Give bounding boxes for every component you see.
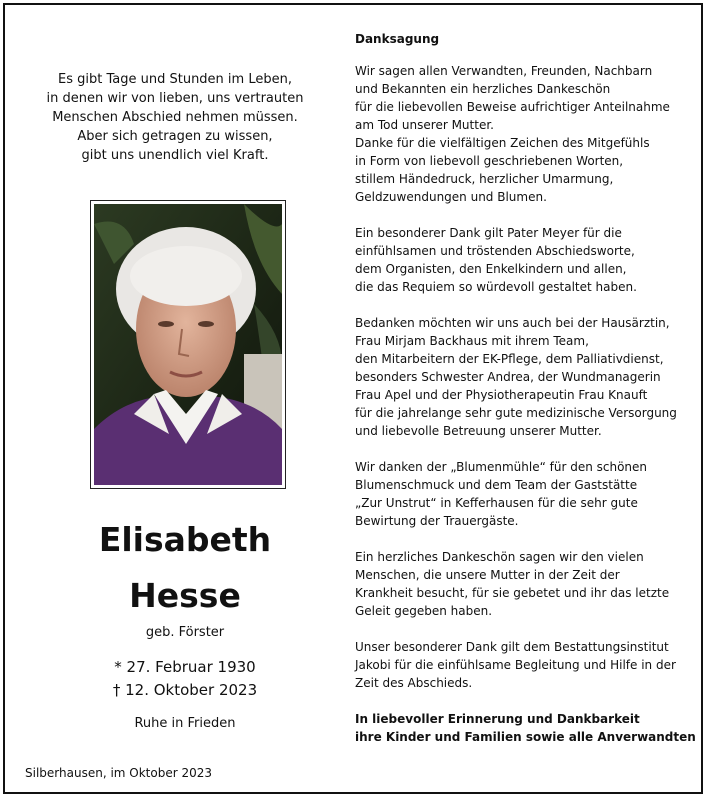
text-line: den Mitarbeitern der EK-Pflege, dem Palliativdienst, bbox=[355, 352, 664, 366]
text-line: stillem Händedruck, herzlicher Umarmung, bbox=[355, 172, 614, 186]
portrait-image bbox=[94, 204, 282, 485]
text-line: Krankheit besucht, für sie gebetet und ihr das letzte bbox=[355, 586, 670, 600]
verse-line: Menschen Abschied nehmen müssen. bbox=[52, 110, 298, 125]
text-line: Zeit des Abschieds. bbox=[355, 676, 473, 690]
memorial-verse bbox=[30, 70, 320, 165]
text-line: in Form von liebevoll geschriebenen Worten, bbox=[355, 154, 624, 168]
farewell-text: Ruhe in Frieden bbox=[134, 716, 236, 731]
text-line: Bewirtung der Trauergäste. bbox=[355, 514, 519, 528]
maiden-name: geb. Förster bbox=[145, 625, 225, 640]
text-line: Geleit gegeben haben. bbox=[355, 604, 493, 618]
text-line: für die jahrelange sehr gute medizinische Versorgung bbox=[355, 406, 677, 420]
text-line: Frau Apel und der Physiotherapeutin Frau Knauft bbox=[355, 388, 648, 402]
thanks-paragraph bbox=[355, 458, 695, 530]
verse-line: gibt uns unendlich viel Kraft. bbox=[81, 148, 269, 163]
text-line: Wir sagen allen Verwandten, Freunden, Nachbarn bbox=[355, 64, 653, 78]
text-line: Danke für die vielfältigen Zeichen des Mitgefühls bbox=[355, 136, 650, 150]
verse-line: Es gibt Tage und Stunden im Leben, bbox=[58, 72, 292, 87]
thanks-paragraph bbox=[355, 314, 695, 440]
text-line: und liebevolle Betreuung unserer Mutter. bbox=[355, 424, 602, 438]
text-line: für die liebevollen Beweise aufrichtiger Anteilnahme bbox=[355, 100, 670, 114]
thanks-paragraph bbox=[355, 224, 695, 296]
text-line: am Tod unserer Mutter. bbox=[355, 118, 494, 132]
deceased-first-name: Elisabeth bbox=[98, 520, 272, 559]
text-line: „Zur Unstrut“ in Kefferhausen für die sehr gute bbox=[355, 496, 638, 510]
closing-line: In liebevoller Erinnerung und Dankbarkeit bbox=[355, 712, 640, 726]
text-line: Ein herzliches Dankeschön sagen wir den vielen bbox=[355, 550, 644, 564]
text-line: Ein besonderer Dank gilt Pater Meyer für die bbox=[355, 226, 622, 240]
thanks-paragraph bbox=[355, 62, 695, 206]
place-date: Silberhausen, im Oktober 2023 bbox=[25, 766, 213, 780]
text-line: einfühlsamen und tröstenden Abschiedsworte, bbox=[355, 244, 635, 258]
death-date: † 12. Oktober 2023 bbox=[112, 681, 258, 699]
thanks-column bbox=[355, 30, 695, 746]
thanks-paragraph bbox=[355, 638, 695, 692]
text-line: Bedanken möchten wir uns auch bei der Hausärztin, bbox=[355, 316, 670, 330]
portrait-photo bbox=[90, 200, 286, 489]
text-line: Frau Mirjam Backhaus mit ihrem Team, bbox=[355, 334, 589, 348]
text-line: Geldzuwendungen und Blumen. bbox=[355, 190, 547, 204]
birth-date: * 27. Februar 1930 bbox=[114, 658, 256, 676]
text-line: Wir danken der „Blumenmühle“ für den schönen bbox=[355, 460, 648, 474]
thanks-heading: Danksagung bbox=[355, 32, 440, 46]
thanks-paragraph bbox=[355, 548, 695, 620]
text-line: Menschen, die unsere Mutter in der Zeit der bbox=[355, 568, 620, 582]
closing-line: ihre Kinder und Familien sowie alle Anverwandten bbox=[355, 730, 696, 744]
text-line: die das Requiem so würdevoll gestaltet haben. bbox=[355, 280, 637, 294]
text-line: Blumenschmuck und dem Team der Gaststätte bbox=[355, 478, 638, 492]
deceased-last-name: Hesse bbox=[129, 576, 241, 615]
text-line: Jakobi für die einfühlsame Begleitung und Hilfe in der bbox=[355, 658, 676, 672]
closing-signature bbox=[355, 710, 695, 746]
verse-line: in denen wir von lieben, uns vertrauten bbox=[46, 91, 304, 106]
text-line: und Bekannten ein herzliches Dankeschön bbox=[355, 82, 611, 96]
text-line: Unser besonderer Dank gilt dem Bestattungsinstitut bbox=[355, 640, 669, 654]
verse-line: Aber sich getragen zu wissen, bbox=[77, 129, 273, 144]
text-line: dem Organisten, den Enkelkindern und allen, bbox=[355, 262, 627, 276]
text-line: besonders Schwester Andrea, der Wundmanagerin bbox=[355, 370, 661, 384]
